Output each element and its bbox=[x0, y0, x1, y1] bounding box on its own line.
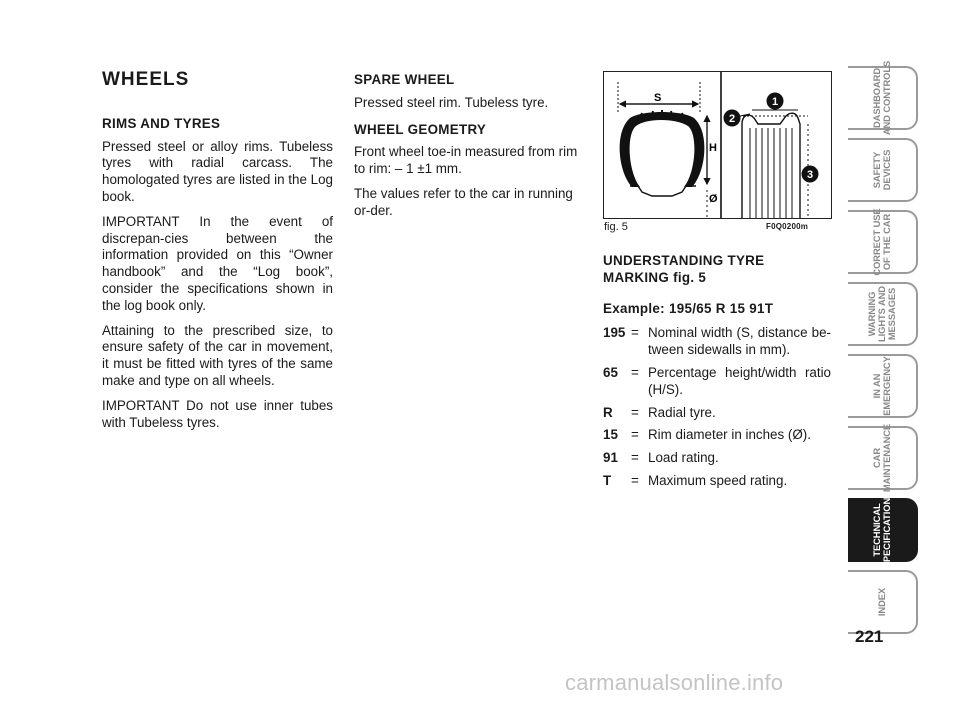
rim-profile bbox=[742, 113, 800, 219]
paragraph-running-order: The values refer to the car in running or-der. bbox=[354, 185, 573, 218]
tab-label: CORRECT USE OF THE CAR bbox=[871, 208, 892, 276]
watermark: carmanualsonline.info bbox=[565, 670, 784, 695]
section-heading-rims: RIMS AND TYRES bbox=[102, 115, 221, 131]
definition-equals: = bbox=[631, 450, 639, 466]
definition-desc: Percentage height/width ratio (H/S). bbox=[648, 364, 831, 397]
definition-desc: Load rating. bbox=[648, 450, 719, 466]
tab-safety-devices[interactable] bbox=[848, 138, 918, 202]
tab-correct-use[interactable] bbox=[848, 210, 918, 274]
tab-label: SAFETY DEVICES bbox=[871, 149, 892, 191]
tab-technical-specifications[interactable] bbox=[848, 491, 918, 569]
section-heading-marking-line2: MARKING fig. 5 bbox=[603, 269, 707, 285]
callout-3-label: 3 bbox=[806, 169, 814, 181]
definition-desc: Rim diameter in inches (Ø). bbox=[648, 427, 811, 443]
paragraph-spare: Pressed steel rim. Tubeless tyre. bbox=[354, 94, 549, 110]
left-column bbox=[102, 69, 333, 439]
tab-label: WARNING LIGHTS AND MESSAGES bbox=[866, 286, 897, 342]
paragraph-rims: Pressed steel or alloy rims. Tubeless tyres with radial carcass. The homologated tyres are listed in the Log book. bbox=[102, 138, 333, 204]
definition-desc: Nominal width (S, distance be-tween sidewalls in mm). bbox=[648, 325, 831, 358]
definition-equals: = bbox=[631, 364, 639, 380]
paragraph-inner-tubes: IMPORTANT Do not use inner tubes with Tubeless tyres. bbox=[102, 397, 333, 430]
marking-definition-list bbox=[603, 325, 831, 489]
tab-in-an-emergency[interactable] bbox=[848, 354, 918, 418]
tab-index[interactable] bbox=[848, 570, 918, 634]
section-heading-spare: SPARE WHEEL bbox=[354, 72, 455, 87]
tab-warning-lights[interactable] bbox=[848, 282, 918, 346]
definition-term: 91 bbox=[603, 450, 618, 466]
definition-row-91 bbox=[603, 450, 831, 467]
right-column bbox=[603, 253, 831, 496]
definition-row-r bbox=[603, 405, 831, 422]
h-label: H bbox=[709, 142, 717, 154]
figure-caption: fig. 5 bbox=[604, 221, 628, 233]
figure-code: F0Q0200m bbox=[766, 222, 809, 231]
definition-term: T bbox=[603, 472, 612, 488]
tab-label: TECHNICAL SPECIFICATIONS bbox=[871, 491, 892, 569]
marking-example: Example: 195/65 R 15 91T bbox=[603, 300, 774, 316]
diameter-label: Ø bbox=[709, 193, 718, 205]
tyre-diagram-svg bbox=[604, 72, 832, 219]
definition-term: 15 bbox=[603, 427, 618, 443]
tab-label: INDEX bbox=[876, 587, 887, 617]
callout-2-label: 2 bbox=[728, 113, 736, 125]
definition-desc: Maximum speed rating. bbox=[648, 472, 788, 488]
tab-label: CAR MAINTENANCE bbox=[871, 423, 892, 493]
definition-term: R bbox=[603, 404, 613, 420]
definition-row-65 bbox=[603, 365, 831, 399]
tab-dashboard-and-controls[interactable] bbox=[848, 60, 918, 136]
definition-row-t bbox=[603, 473, 831, 490]
definition-row-15 bbox=[603, 427, 831, 444]
definition-term: 65 bbox=[603, 364, 618, 380]
tab-label: DASHBOARD AND CONTROLS bbox=[871, 60, 892, 136]
paragraph-important-logbook: IMPORTANT In the event of discrepan-cies between the information provided on this “Owner handbook” and the “Log book”, consider the specifications shown in the log book only. bbox=[102, 213, 333, 313]
rim-outline bbox=[630, 186, 696, 196]
definition-equals: = bbox=[631, 404, 639, 420]
section-heading-geometry: WHEEL GEOMETRY bbox=[354, 121, 487, 137]
definition-term: 195 bbox=[603, 325, 626, 341]
definition-equals: = bbox=[631, 427, 639, 443]
definition-equals: = bbox=[631, 472, 639, 488]
tyre-diagram bbox=[603, 71, 832, 219]
page-number: 221 bbox=[855, 627, 884, 646]
definition-desc: Radial tyre. bbox=[648, 404, 716, 420]
definition-equals: = bbox=[631, 325, 639, 341]
s-label: S bbox=[654, 92, 662, 104]
page-title: WHEELS bbox=[102, 69, 190, 90]
paragraph-geometry: Front wheel toe-in measured from rim to rim: – 1 ±1 mm. bbox=[354, 144, 578, 177]
callout-1-label: 1 bbox=[771, 96, 779, 108]
definition-row-195 bbox=[603, 325, 831, 359]
middle-column bbox=[354, 72, 585, 228]
tab-car-maintenance[interactable] bbox=[848, 423, 918, 493]
tyre-section bbox=[620, 112, 705, 187]
paragraph-same-tyres: Attaining to the prescribed size, to ensure safety of the car in movement, it must be fitted with tyres of the same make and type on all wheels. bbox=[102, 322, 333, 388]
tab-label: IN AN EMERGENCY bbox=[871, 356, 892, 416]
section-heading-marking-line1: UNDERSTANDING TYRE bbox=[603, 253, 765, 268]
